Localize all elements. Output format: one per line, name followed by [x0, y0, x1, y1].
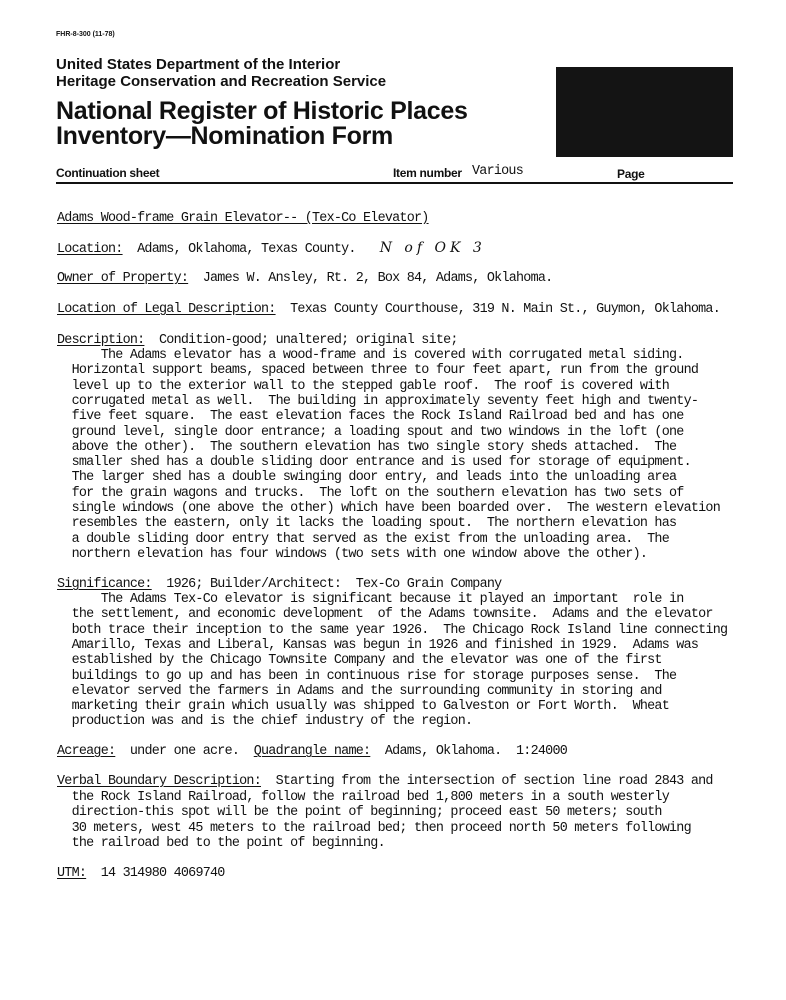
description-line: for the grain wagons and trucks. The loft on the southern elevation has two sets of: [57, 485, 684, 501]
item-number-value: Various: [472, 164, 523, 179]
boundary-line: 30 meters, west 45 meters to the railroad bed; then proceed north 50 meters following: [57, 820, 691, 836]
significance-line: buildings to go up and has been in continuous rise for storage purposes sense. The: [57, 668, 677, 684]
legal-description-row: [57, 302, 720, 317]
owner-value: James W. Ansley, Rt. 2, Box 84, Adams, Oklahoma.: [188, 271, 553, 286]
utm-value: 14 314980 4069740: [86, 866, 225, 881]
property-name: Adams Wood-frame Grain Elevator-- (Tex-Co Elevator): [57, 211, 429, 226]
quadrangle-label: Quadrangle name:: [253, 744, 371, 759]
location-handwritten-note: N of OK 3: [379, 240, 486, 256]
acreage-value: under one acre.: [115, 744, 254, 759]
form-title-line-1: National Register of Historic Places: [56, 97, 468, 125]
form-code: FHR-8-300 (11-78): [56, 31, 115, 38]
item-number-label: Item number: [393, 166, 462, 180]
description-line: five feet square. The east elevation faces the Rock Island Railroad bed and has one: [57, 409, 684, 425]
boundary-row: [57, 774, 713, 789]
continuation-sheet-label: Continuation sheet: [56, 166, 160, 180]
significance-line: both trace their inception to the same year 1926. The Chicago Rock Island line connecting: [57, 622, 728, 638]
utm-row: [57, 866, 225, 881]
agency-line-1: United States Department of the Interior: [56, 56, 341, 73]
significance-line: The Adams Tex-Co elevator is significant because it played an important role in: [57, 592, 684, 607]
significance-line: Amarillo, Texas and Liberal, Kansas was begun in 1926 and finished in 1929. Adams was: [57, 637, 699, 653]
quadrangle-value: Adams, Oklahoma. 1:24000: [370, 744, 568, 759]
description-line: a double sliding door entry that served as the exist from the unloading area. The: [57, 531, 669, 547]
agency-line-2: Heritage Conservation and Recreation Service: [56, 73, 387, 90]
significance-line: marketing their grain which usually was shipped to Galveston or Fort Worth. Wheat: [57, 699, 669, 715]
header-rule: [56, 182, 733, 184]
description-line: level up to the exterior wall to the stepped gable roof. The roof is covered with: [57, 378, 669, 394]
significance-line: the settlement, and economic development of the Adams townsite. Adams and the elevator: [57, 607, 713, 623]
description-line: Horizontal support beams, spaced between three to four feet apart, run from the ground: [57, 363, 699, 379]
significance-line: production was and is the chief industry of the region.: [57, 714, 473, 730]
significance-first-line: 1926; Builder/Architect: Tex-Co Grain Company: [151, 577, 502, 592]
redacted-block: [556, 67, 733, 157]
significance-line: established by the Chicago Townsite Company and the elevator was one of the first: [57, 653, 662, 669]
description-line: The larger shed has a double swinging door entry, and leads into the unloading area: [57, 470, 677, 486]
description-line: resembles the eastern, only it lacks the loading spout. The northern elevation has: [57, 516, 677, 532]
description-line: above the other). The southern elevation has two single story sheds attached. The: [57, 439, 677, 455]
significance-label: Significance:: [57, 577, 152, 592]
description-line: single windows (one above the other) which have been boarded over. The western elevation: [57, 501, 720, 516]
description-line: ground level, single door entrance; a loading spout and two windows in the loft (one: [57, 424, 684, 440]
page-label: Page: [617, 167, 645, 181]
boundary-line: the railroad bed to the point of beginning.: [57, 835, 385, 851]
utm-label: UTM:: [57, 866, 87, 881]
boundary-label: Verbal Boundary Description:: [57, 774, 261, 789]
description-row: [57, 333, 458, 348]
boundary-line: the Rock Island Railroad, follow the railroad bed 1,800 meters in a south westerly: [57, 790, 669, 805]
form-title-line-2: Inventory—Nomination Form: [56, 122, 393, 150]
description-label: Description:: [57, 333, 145, 348]
significance-line: elevator served the farmers in Adams and the surrounding community in storing and: [57, 683, 662, 699]
location-value: Adams, Oklahoma, Texas County.: [122, 242, 356, 257]
description-first-line: Condition-good; unaltered; original site;: [144, 333, 458, 348]
description-line: northern elevation has four windows (two sets with one window above the other).: [57, 546, 648, 562]
acreage-row: [57, 744, 567, 759]
boundary-line: direction-this spot will be the point of beginning; proceed east 50 meters; south: [57, 805, 662, 821]
description-line: corrugated metal as well. The building in approximately seventy feet high and twenty-: [57, 393, 699, 409]
location-row: [57, 241, 486, 257]
significance-row: [57, 577, 501, 592]
location-label: Location:: [57, 242, 123, 257]
acreage-label: Acreage:: [57, 744, 116, 759]
legal-description-label: Location of Legal Description:: [57, 302, 276, 317]
owner-label: Owner of Property:: [57, 271, 189, 286]
legal-description-value: Texas County Courthouse, 319 N. Main St., Guymon, Oklahoma.: [275, 302, 721, 317]
boundary-first-line: Starting from the intersection of section line road 2843 and: [261, 774, 713, 789]
description-line: The Adams elevator has a wood-frame and is covered with corrugated metal siding.: [57, 348, 684, 363]
description-line: smaller shed has a double sliding door entrance and is used for storage of equipment.: [57, 455, 691, 471]
owner-row: [57, 271, 552, 286]
